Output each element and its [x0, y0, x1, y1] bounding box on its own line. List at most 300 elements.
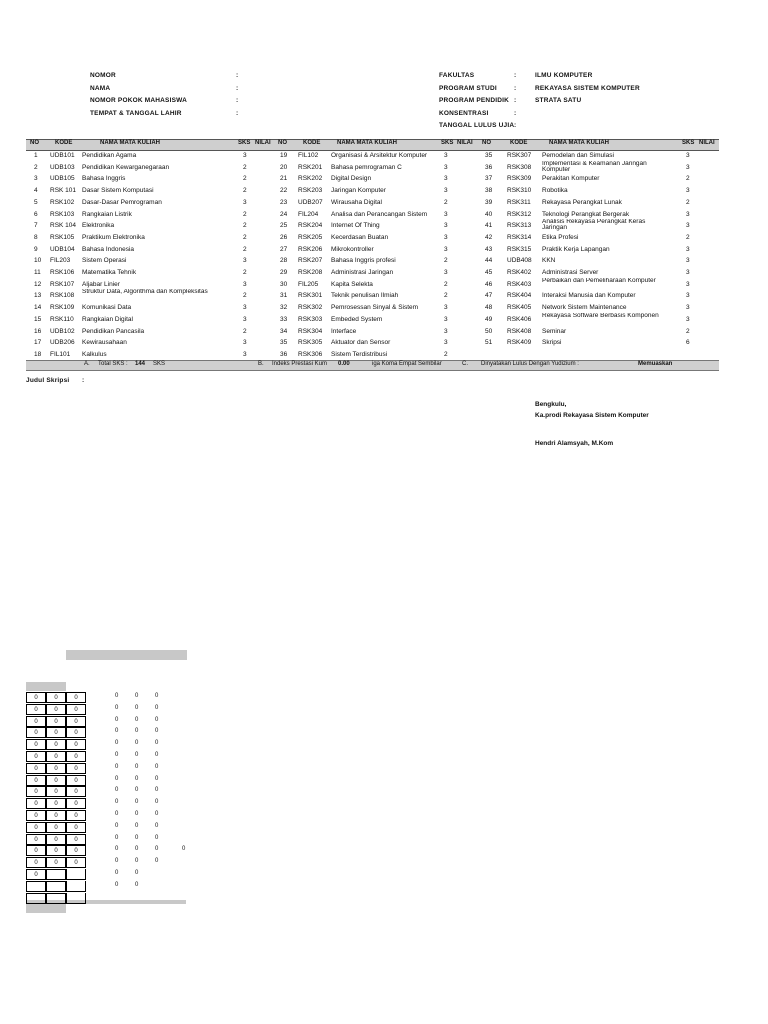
grid-value: 0: [155, 787, 159, 794]
header-nama: NAMA MATA KULIAH: [549, 140, 609, 146]
grid-value: 0: [115, 752, 119, 758]
course-sks: 2: [243, 210, 247, 218]
header-field-label: PROGRAM STUDI: [439, 84, 497, 92]
grid-value: 0: [115, 846, 119, 853]
grid-value: 0: [155, 716, 159, 723]
course-name: Administrasi Jaringan: [331, 269, 394, 276]
course-name: Analisis Rekayasa Perangkat Keras Jaringan: [542, 219, 646, 232]
ipk-value: 0.00: [338, 361, 350, 367]
course-no: 4: [34, 187, 38, 195]
course-code: RSK201: [298, 163, 323, 171]
course-code: RSK405: [507, 304, 532, 312]
course-name: Kecerdasan Buatan: [331, 233, 389, 241]
course-code: RSK408: [507, 327, 532, 335]
course-no: 16: [34, 327, 42, 335]
course-code: RSK206: [298, 245, 323, 253]
course-name: Perbaikan dan Pemeliharaan Komputer: [542, 277, 656, 284]
header-field-colon: :: [236, 72, 239, 79]
grid-cell: 0: [26, 763, 46, 774]
course-code: RSK103: [50, 210, 75, 218]
course-name: Interaksi Manusia dan Komputer: [542, 292, 636, 300]
grid-cell: [26, 881, 46, 892]
course-no: 49: [485, 315, 493, 323]
grid-value: 0: [115, 763, 119, 770]
course-code: RSK312: [507, 210, 532, 218]
course-no: 12: [34, 280, 42, 288]
grid-value: 0: [115, 787, 119, 794]
course-name: Matematika Tehnik: [82, 269, 137, 276]
course-no: 18: [34, 350, 42, 358]
grid-cell: 0: [26, 739, 46, 750]
grid-value: 0: [155, 740, 159, 747]
course-name: Bahasa pemrograman C: [331, 163, 402, 171]
course-sks: 3: [444, 327, 448, 335]
header-field-label: NOMOR: [90, 72, 116, 79]
course-sks: 3: [444, 175, 448, 183]
header-no: NO: [482, 140, 491, 146]
course-code: RSK110: [50, 315, 74, 323]
course-name: Teknik penulisan Ilmiah: [331, 292, 399, 300]
course-sks: 3: [243, 280, 247, 288]
course-sks: 3: [686, 187, 690, 195]
grid-cell: 0: [66, 704, 86, 715]
course-no: 38: [485, 187, 493, 195]
header-sks: SKS: [441, 140, 454, 146]
course-name: Jaringan Komputer: [331, 187, 386, 195]
header-field-colon: :: [514, 72, 517, 79]
course-code: RSK105: [50, 233, 75, 241]
grid-cell: 0: [26, 869, 46, 880]
course-no: 39: [485, 198, 493, 206]
course-sks: 3: [686, 269, 690, 276]
signature-city: Bengkulu,: [535, 401, 567, 408]
course-name: Skripsi: [542, 339, 562, 347]
grid-cell: 0: [66, 727, 86, 738]
grid-value: 0: [115, 693, 119, 699]
course-code: RSK309: [507, 175, 532, 183]
course-code: RSK208: [298, 269, 323, 276]
course-sks: 3: [686, 304, 690, 312]
course-sks: 2: [243, 292, 247, 300]
course-sks: 3: [243, 198, 247, 206]
grid-cell: 0: [66, 834, 86, 845]
course-no: 26: [280, 233, 288, 241]
course-no: 5: [34, 198, 38, 206]
course-code: UDB105: [50, 175, 75, 183]
grid-value: 0: [135, 704, 139, 711]
total-sks-value: 144: [135, 361, 146, 367]
course-no: 36: [280, 350, 288, 358]
course-sks: 3: [444, 315, 448, 323]
course-code: UDB207: [298, 198, 323, 206]
header-nilai: NILAI: [255, 140, 271, 146]
grid-value: 0: [115, 822, 119, 829]
grid-cell: 0: [46, 704, 66, 715]
grid-cell: [66, 881, 86, 892]
grid-value: 0: [135, 799, 139, 806]
course-no: 20: [280, 163, 288, 171]
course-sks: 2: [686, 327, 690, 335]
header-sks: SKS: [238, 140, 251, 146]
course-code: UDB104: [50, 245, 75, 253]
grid-value: 0: [155, 752, 159, 758]
course-sks: 2: [243, 187, 247, 195]
course-no: 34: [280, 327, 288, 335]
course-code: UDB103: [50, 163, 75, 171]
course-code: UDB206: [50, 339, 75, 347]
course-sks: 2: [243, 233, 247, 241]
course-no: 2: [34, 163, 38, 171]
course-sks: 2: [444, 292, 448, 300]
course-sks: 3: [243, 152, 247, 159]
course-name: Pendidikan Kewarganegaraan: [82, 163, 170, 171]
grid-cell: [46, 881, 66, 892]
course-name: Sistem Operasi: [82, 257, 127, 265]
header-field-label: KONSENTRASI: [439, 109, 489, 117]
course-name: Praktik Kerja Lapangan: [542, 245, 610, 253]
course-sks: 3: [243, 350, 247, 358]
header-field-colon: :: [514, 109, 517, 117]
course-no: 42: [485, 233, 493, 241]
grid-extra-value: 0: [182, 846, 186, 853]
grid-cell: 0: [66, 810, 86, 821]
course-sks: 2: [444, 257, 448, 265]
course-name: Network Sistem Maintenance: [542, 304, 627, 312]
header-nilai: NILAI: [457, 140, 473, 146]
grid-cell: 0: [66, 751, 86, 762]
course-sks: 2: [243, 222, 247, 230]
grid-value: 0: [115, 858, 119, 865]
course-code: RSK108: [50, 292, 75, 300]
grid-value: 0: [115, 775, 119, 782]
course-no: 33: [280, 315, 288, 323]
header-nama: NAMA MATA KULIAH: [100, 140, 160, 146]
course-no: 3: [34, 175, 38, 183]
course-name: Mikrokontroller: [331, 245, 374, 253]
course-no: 22: [280, 187, 288, 195]
course-code: RSK207: [298, 257, 323, 265]
course-code: RSK313: [507, 222, 532, 230]
header-field-colon: :: [236, 84, 239, 92]
course-name: Organisasi & Arsitektur Komputer: [331, 152, 428, 159]
header-field-label: PROGRAM PENDIDIK: [439, 97, 510, 104]
course-code: RSK107: [50, 280, 75, 288]
header-field-colon: :: [514, 122, 517, 129]
course-name: Bahasa Indonesia: [82, 245, 135, 253]
course-name: Dasar-Dasar Pemrograman: [82, 198, 162, 206]
course-sks: 3: [686, 222, 690, 230]
course-name: Aktuator dan Sensor: [331, 339, 391, 347]
signature-name: Hendri Alamsyah, M.Kom: [535, 440, 614, 447]
grid-value: 0: [155, 704, 159, 711]
course-code: RSK109: [50, 304, 75, 312]
course-name: Bahasa Inggris profesi: [331, 257, 396, 265]
course-no: 40: [485, 210, 493, 218]
grid-value: 0: [155, 775, 159, 782]
course-sks: 2: [243, 163, 247, 171]
course-code: RSK303: [298, 315, 323, 323]
course-no: 41: [485, 222, 493, 230]
course-sks: 3: [686, 245, 690, 253]
course-code: RSK106: [50, 269, 75, 276]
course-no: 46: [485, 280, 493, 288]
course-code: FIL203: [50, 257, 71, 265]
course-name: Dasar Sistem Komputasi: [82, 187, 154, 195]
header-field-colon: :: [236, 109, 239, 117]
course-code: RSK304: [298, 327, 323, 335]
course-no: 21: [280, 175, 288, 183]
course-sks: 3: [444, 187, 448, 195]
grid-cell: [66, 893, 86, 904]
grid-value: 0: [115, 704, 119, 711]
course-sks: 2: [686, 198, 690, 206]
grid-cell: 0: [66, 822, 86, 833]
grid-value: 0: [115, 728, 119, 735]
ipk-text: Indeks Prestasi Kum: [272, 361, 328, 367]
course-code: RSK102: [50, 198, 75, 206]
grid-value: 0: [135, 846, 139, 853]
course-no: 7: [34, 222, 38, 230]
yudisium-value: Memuaskan: [638, 361, 673, 367]
course-no: 30: [280, 280, 288, 288]
course-code: RSK314: [507, 233, 532, 241]
header-field-colon: :: [236, 97, 239, 104]
course-no: 31: [280, 292, 288, 300]
course-sks: 3: [686, 210, 690, 218]
course-name: KKN: [542, 257, 556, 265]
course-code: RSK310: [507, 187, 532, 195]
course-name: Sistem Terdistribusi: [331, 350, 388, 358]
grid-value: 0: [115, 870, 119, 876]
grid-value: 0: [155, 763, 159, 770]
course-sks: 3: [444, 152, 448, 159]
course-no: 13: [34, 292, 42, 300]
grid-cell: 0: [46, 822, 66, 833]
course-code: RSK315: [507, 245, 532, 253]
grid-cell: 0: [66, 857, 86, 868]
course-sks: 2: [686, 233, 690, 241]
course-no: 25: [280, 222, 288, 230]
grid-cell: 0: [46, 798, 66, 809]
header-nama: NAMA MATA KULIAH: [337, 140, 397, 146]
grid-value: 0: [135, 870, 139, 876]
gray-tab-bottom: [26, 904, 66, 913]
course-name: Rekayasa Perangkat Lunak: [542, 198, 622, 206]
course-name: Digital Design: [331, 175, 372, 183]
grid-value: 0: [155, 834, 159, 841]
course-sks: 6: [686, 339, 690, 347]
grid-cell: 0: [66, 798, 86, 809]
grid-value: 0: [115, 799, 119, 806]
total-a-label: A.: [84, 361, 90, 367]
course-sks: 3: [243, 257, 247, 265]
course-sks: 2: [444, 280, 448, 288]
course-name: Rangkaian Digital: [82, 315, 133, 323]
course-sks: 2: [243, 175, 247, 183]
course-name: Implementasi & Keamanan Jaringan Komputer: [542, 160, 647, 173]
course-sks: 3: [243, 304, 247, 312]
grid-cell: 0: [46, 834, 66, 845]
course-name: Pemodelan dan Simulasi: [542, 152, 614, 159]
header-field-colon: :: [514, 84, 517, 92]
course-code: RSK311: [507, 198, 531, 206]
course-no: 35: [280, 339, 288, 347]
course-no: 44: [485, 257, 493, 265]
course-name: Aljabar Linier: [82, 280, 120, 288]
grid-value: 0: [135, 858, 139, 865]
total-b-label: B.: [258, 361, 264, 367]
course-code: RSK205: [298, 233, 323, 241]
grid-cell: 0: [26, 751, 46, 762]
grid-cell: 0: [26, 786, 46, 797]
grid-cell: 0: [26, 692, 46, 703]
judul-skripsi-label: Judul Skripsi: [26, 377, 70, 384]
grid-value: 0: [135, 881, 139, 888]
grid-value: 0: [155, 858, 159, 865]
grid-cell: 0: [66, 763, 86, 774]
course-no: 48: [485, 304, 493, 312]
course-no: 32: [280, 304, 288, 312]
course-sks: 2: [243, 269, 247, 276]
grid-cell: 0: [46, 739, 66, 750]
course-code: RSK306: [298, 350, 323, 358]
grid-value: 0: [155, 693, 159, 699]
grid-cell: 0: [26, 716, 46, 727]
grid-value: 0: [115, 881, 119, 888]
course-code: RSK402: [507, 269, 532, 276]
grid-cell: 0: [26, 834, 46, 845]
grid-cell: 0: [66, 716, 86, 727]
course-no: 8: [34, 233, 38, 241]
grid-cell: 0: [66, 775, 86, 786]
course-name: Struktur Data, Algorithma dan Kompleksitas: [82, 289, 208, 296]
course-name: Kewirausahaan: [82, 339, 127, 347]
course-name: Etika Profesi: [542, 233, 579, 241]
course-name: Kalkulus: [82, 350, 107, 358]
grid-value: 0: [115, 716, 119, 723]
header-field-value: REKAYASA SISTEM KOMPUTER: [535, 84, 640, 92]
course-no: 11: [34, 269, 41, 276]
grid-cell: 0: [26, 845, 46, 856]
course-name: Elektronika: [82, 222, 115, 230]
grid-value: 0: [115, 834, 119, 841]
course-sks: 3: [444, 269, 448, 276]
grid-value: 0: [155, 811, 159, 817]
course-name: Administrasi Server: [542, 269, 599, 276]
header-field-value: STRATA SATU: [535, 97, 582, 104]
course-sks: 3: [686, 292, 690, 300]
course-no: 1: [34, 152, 38, 159]
grid-value: 0: [135, 834, 139, 841]
header-field-value: ILMU KOMPUTER: [535, 72, 593, 79]
course-no: 43: [485, 245, 493, 253]
gray-tab-top: [26, 682, 66, 691]
course-sks: 3: [243, 315, 247, 323]
grid-cell: [46, 869, 66, 880]
header-nilai: NILAI: [699, 140, 715, 146]
course-code: RSK 101: [50, 187, 77, 195]
grid-cell: [26, 893, 46, 904]
header-no: NO: [30, 140, 39, 146]
course-no: 51: [485, 339, 493, 347]
grid-value: 0: [135, 693, 139, 699]
course-no: 50: [485, 327, 493, 335]
course-name: Seminar: [542, 327, 567, 335]
course-sks: 3: [686, 280, 690, 288]
grid-value: 0: [135, 752, 139, 758]
course-code: RSK403: [507, 280, 532, 288]
course-name: Kapita Selekta: [331, 280, 373, 288]
course-sks: 3: [444, 339, 448, 347]
grid-cell: 0: [26, 775, 46, 786]
course-code: FIL204: [298, 210, 319, 218]
course-no: 27: [280, 245, 288, 253]
grid-value: 0: [135, 822, 139, 829]
course-no: 36: [485, 163, 493, 171]
course-code: RSK301: [298, 292, 323, 300]
header-field-colon: :: [514, 97, 517, 104]
judul-skripsi-colon: :: [82, 377, 85, 384]
course-code: UDB408: [507, 257, 532, 265]
course-name: Pemrosessan Sinyal & Sistem: [331, 304, 419, 312]
course-name: Perakitan Komputer: [542, 175, 600, 183]
grid-value: 0: [135, 787, 139, 794]
course-no: 17: [34, 339, 42, 347]
header-field-label: NAMA: [90, 84, 111, 92]
grid-cell: 0: [46, 810, 66, 821]
course-name: Praktikum Elektronika: [82, 233, 145, 241]
grid-value: 0: [135, 775, 139, 782]
course-code: FIL101: [50, 350, 71, 358]
course-code: RSK305: [298, 339, 323, 347]
course-name: Wirausaha Digital: [331, 198, 382, 206]
course-name: Rangkaian Listrik: [82, 210, 132, 218]
course-no: 15: [34, 315, 42, 323]
course-code: FIL205: [298, 280, 319, 288]
ipk-words: iga Koma Empat Sembilar: [372, 361, 442, 367]
header-kode: KODE: [303, 140, 321, 146]
total-sks-text: Total SKS :: [98, 361, 128, 367]
course-name: Interface: [331, 327, 357, 335]
grid-value: 0: [115, 811, 119, 817]
course-name: Pendidikan Agama: [82, 152, 137, 159]
course-code: FIL102: [298, 152, 319, 159]
course-code: RSK308: [507, 163, 532, 171]
grid-cell: 0: [26, 810, 46, 821]
course-code: UDB101: [50, 152, 75, 159]
course-name: Komunikasi Data: [82, 304, 132, 312]
course-name: Bahasa Inggris: [82, 175, 126, 183]
grid-cell: 0: [46, 845, 66, 856]
grid-cell: 0: [46, 751, 66, 762]
course-no: 19: [280, 152, 288, 159]
grid-value: 0: [135, 740, 139, 747]
course-sks: 2: [444, 198, 448, 206]
grid-cell: 0: [26, 727, 46, 738]
course-no: 47: [485, 292, 493, 300]
grid-cell: [46, 893, 66, 904]
course-sks: 3: [686, 315, 690, 323]
course-sks: 3: [686, 152, 690, 159]
course-sks: 3: [444, 245, 448, 253]
grid-value: 0: [135, 716, 139, 723]
course-no: 23: [280, 198, 288, 206]
total-c-label: C.: [462, 361, 468, 367]
course-name: Pendidikan Pancasila: [82, 327, 145, 335]
grid-cell: 0: [46, 775, 66, 786]
course-no: 10: [34, 257, 42, 265]
course-name: Embeded System: [331, 315, 383, 323]
